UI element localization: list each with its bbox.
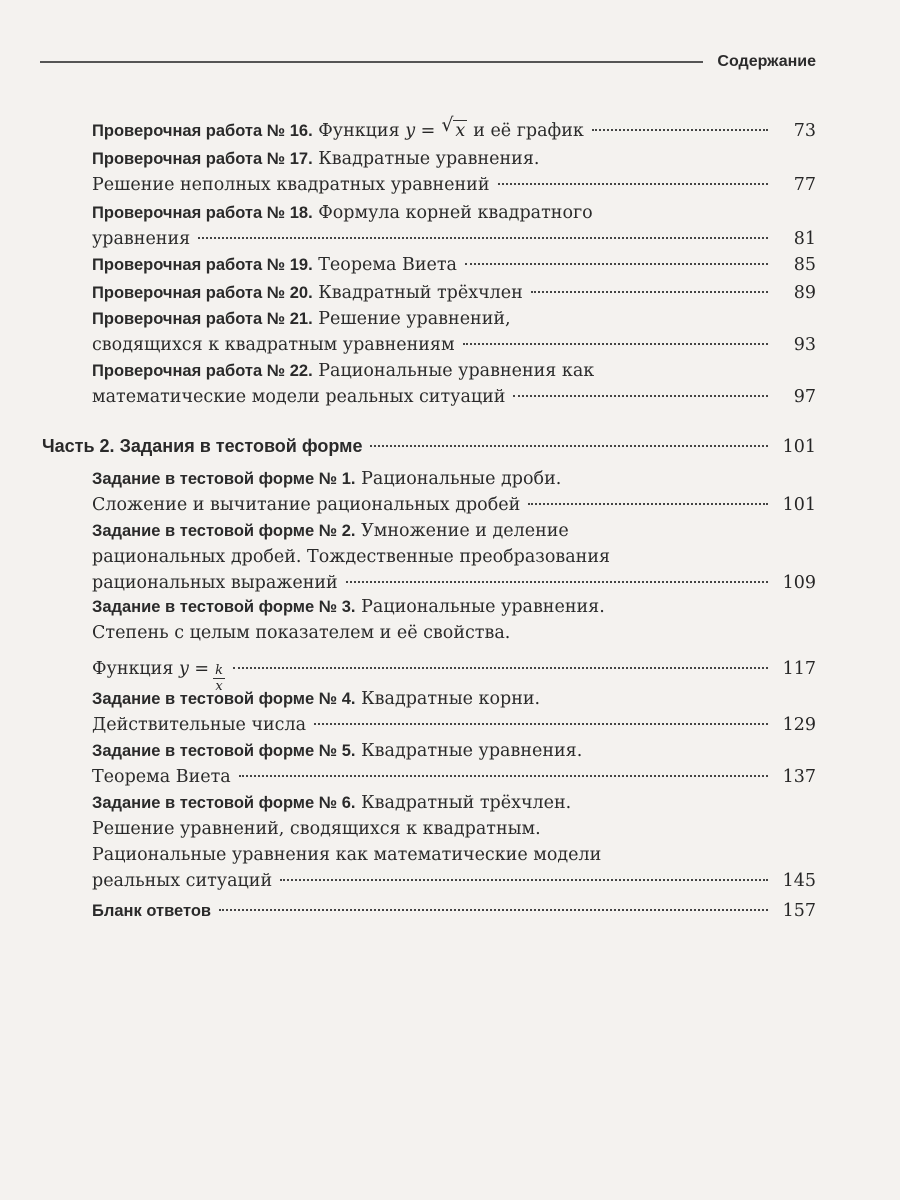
dot-leader bbox=[314, 723, 768, 725]
entry-text: Теорема Виета bbox=[92, 767, 231, 787]
entry-label: Проверочная работа № 16. bbox=[92, 122, 313, 140]
dot-leader bbox=[465, 263, 768, 265]
math-expression: y = bbox=[405, 121, 436, 141]
entry-text: уравнения bbox=[92, 229, 191, 249]
page-number: 73 bbox=[793, 121, 816, 141]
dot-leader bbox=[198, 237, 768, 239]
entry-text: сводящихся к квадратным уравнениям bbox=[92, 335, 455, 355]
page-number: 101 bbox=[782, 495, 816, 515]
toc-entry-20 bbox=[92, 280, 816, 306]
entry-text: Рациональные уравнения как математические модели bbox=[92, 845, 602, 865]
toc-task-3 bbox=[92, 594, 816, 694]
entry-text: Рациональные уравнения. bbox=[361, 597, 605, 617]
entry-text: рациональных выражений bbox=[92, 573, 338, 593]
entry-text: Рациональные уравнения как bbox=[318, 361, 595, 381]
entry-label: Задание в тестовой форме № 5. bbox=[92, 742, 356, 760]
page-number: 117 bbox=[782, 659, 816, 679]
fraction-denominator: x bbox=[215, 679, 223, 694]
entry-text: Сложение и вычитание рациональных дробей bbox=[92, 495, 521, 515]
entry-text: Квадратные корни. bbox=[361, 689, 541, 709]
entry-text: Формула корней квадратного bbox=[318, 203, 593, 223]
page-number: 129 bbox=[782, 715, 816, 735]
page-number: 109 bbox=[782, 573, 816, 593]
sqrt-expression: √ x bbox=[441, 114, 466, 141]
entry-label: Проверочная работа № 20. bbox=[92, 284, 313, 302]
page-number: 89 bbox=[793, 283, 816, 303]
entry-text: математические модели реальных ситуаций bbox=[92, 387, 506, 407]
entry-text: реальных ситуаций bbox=[92, 871, 273, 891]
entry-text: Теорема Виета bbox=[318, 255, 457, 275]
entry-label: Проверочная работа № 18. bbox=[92, 204, 313, 222]
dot-leader bbox=[513, 395, 768, 397]
header-title: Содержание bbox=[717, 53, 816, 70]
toc-task-5 bbox=[92, 738, 816, 790]
page-number: 101 bbox=[782, 437, 816, 457]
entry-text: Функция bbox=[318, 121, 400, 141]
entry-text: Решение уравнений, сводящихся к квадратным. bbox=[92, 819, 541, 839]
entry-text: Квадратный трёхчлен bbox=[318, 283, 523, 303]
toc-entry-18 bbox=[92, 200, 816, 252]
header-rule bbox=[40, 61, 703, 63]
entry-text: Квадратный трёхчлен. bbox=[361, 793, 572, 813]
entry-label: Задание в тестовой форме № 6. bbox=[92, 794, 356, 812]
toc-answers bbox=[92, 898, 816, 924]
entry-text: и её график bbox=[473, 121, 584, 141]
page-number: 157 bbox=[782, 901, 816, 921]
entry-text: Квадратные уравнения. bbox=[361, 741, 583, 761]
entry-label: Проверочная работа № 17. bbox=[92, 150, 313, 168]
page-number: 97 bbox=[793, 387, 816, 407]
math-expression: y = bbox=[178, 659, 210, 679]
entry-text: Решение неполных квадратных уравнений bbox=[92, 175, 490, 195]
toc-task-6 bbox=[92, 790, 816, 894]
dot-leader bbox=[531, 291, 768, 293]
entry-label: Проверочная работа № 21. bbox=[92, 310, 313, 328]
page-number: 81 bbox=[793, 229, 816, 249]
entry-text: рациональных дробей. Тождественные преобразования bbox=[92, 547, 611, 567]
toc-task-4 bbox=[92, 686, 816, 738]
dot-leader bbox=[370, 445, 768, 447]
entry-text: Умножение и деление bbox=[361, 521, 569, 541]
page-number: 137 bbox=[782, 767, 816, 787]
dot-leader bbox=[219, 909, 768, 911]
entry-text: Решение уравнений, bbox=[318, 309, 511, 329]
dot-leader bbox=[528, 503, 768, 505]
entry-text: Функция bbox=[92, 659, 174, 679]
entry-label: Задание в тестовой форме № 3. bbox=[92, 598, 356, 616]
toc-part-2 bbox=[42, 433, 816, 460]
dot-leader bbox=[463, 343, 768, 345]
page-number: 85 bbox=[793, 255, 816, 275]
entry-label: Задание в тестовой форме № 2. bbox=[92, 522, 356, 540]
entry-label: Бланк ответов bbox=[92, 902, 212, 920]
part-title: Часть 2. Задания в тестовой форме bbox=[42, 436, 363, 456]
dot-leader bbox=[346, 581, 768, 583]
toc-task-2 bbox=[92, 518, 816, 596]
entry-label: Проверочная работа № 22. bbox=[92, 362, 313, 380]
page-header bbox=[40, 50, 816, 74]
entry-label: Задание в тестовой форме № 4. bbox=[92, 690, 356, 708]
toc-entry-19 bbox=[92, 252, 816, 278]
entry-text: Степень с целым показателем и её свойства. bbox=[92, 623, 511, 643]
entry-text: Действительные числа bbox=[92, 715, 307, 735]
dot-leader bbox=[592, 129, 768, 131]
page-number: 93 bbox=[793, 335, 816, 355]
toc-entry-17 bbox=[92, 146, 816, 198]
fraction-numerator: k bbox=[215, 663, 223, 678]
toc-task-1 bbox=[92, 466, 816, 518]
dot-leader bbox=[280, 879, 768, 881]
dot-leader bbox=[498, 183, 768, 185]
entry-text: Рациональные дроби. bbox=[361, 469, 562, 489]
toc-entry-22 bbox=[92, 358, 816, 410]
dot-leader bbox=[239, 775, 768, 777]
toc-entry-16 bbox=[92, 114, 816, 144]
page-number: 77 bbox=[793, 175, 816, 195]
entry-text: Квадратные уравнения. bbox=[318, 149, 540, 169]
entry-label: Проверочная работа № 19. bbox=[92, 256, 313, 274]
page-number: 145 bbox=[782, 871, 816, 891]
dot-leader bbox=[233, 667, 768, 669]
toc-entry-21 bbox=[92, 306, 816, 358]
entry-label: Задание в тестовой форме № 1. bbox=[92, 470, 356, 488]
